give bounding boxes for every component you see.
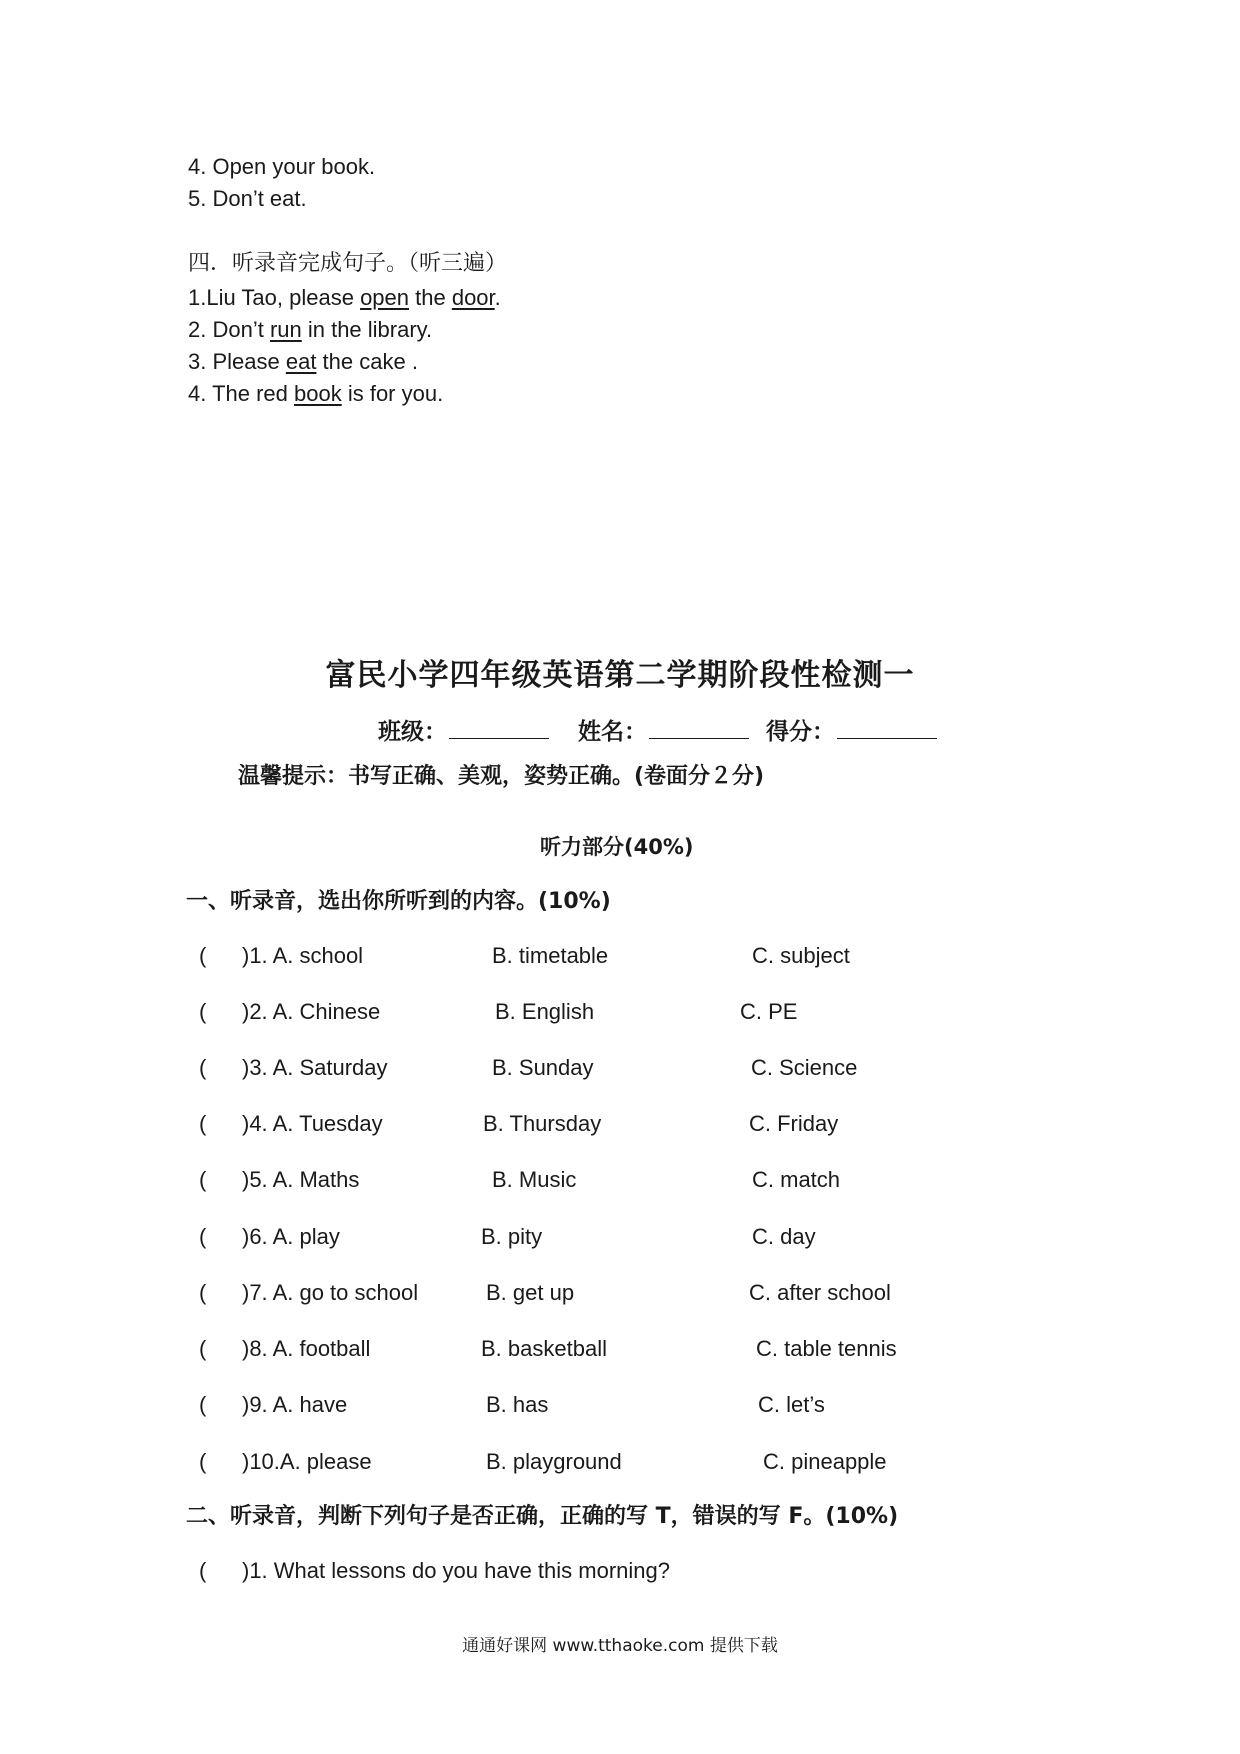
answer-paren[interactable]: ( <box>199 1167 207 1192</box>
score-field <box>766 713 937 746</box>
option-c: C. subject <box>752 943 850 968</box>
text: is for you. <box>341 381 444 406</box>
option-c: C. match <box>752 1167 841 1192</box>
option-c: C. Science <box>751 1055 858 1080</box>
answer-paren[interactable]: ( <box>199 1558 207 1583</box>
answer-paren[interactable]: ( <box>199 1280 207 1305</box>
answer-paren[interactable]: ( <box>199 943 207 968</box>
option-b: B. timetable <box>492 943 609 968</box>
answer-paren[interactable]: ( <box>199 1111 207 1136</box>
section4-sentence-3 <box>188 348 418 376</box>
option-c: C. PE <box>740 999 798 1024</box>
option-b: B. get up <box>486 1280 575 1305</box>
text: 2. Don’t <box>188 317 270 342</box>
prev-item-4: 4. Open your book. <box>188 154 376 179</box>
text: 4. The red <box>188 381 294 406</box>
section4-heading: 四．听录音完成句子。（听三遍） <box>188 251 508 276</box>
option-a: )9. A. have <box>242 1392 348 1417</box>
option-c: C. let’s <box>758 1392 825 1417</box>
option-a: )10.A. please <box>242 1449 372 1474</box>
answer-door: door <box>451 285 495 310</box>
answer-open: open <box>360 285 410 310</box>
answer-paren[interactable]: ( <box>199 1224 207 1249</box>
option-b: B. pity <box>481 1224 543 1249</box>
part1-heading: 一、听录音，选出你所听到的内容。(10%) <box>186 889 611 914</box>
footer-text: 通通好课网 www.tthaoke.com 提供下载 <box>462 1636 778 1656</box>
option-b: B. has <box>486 1392 549 1417</box>
option-c: C. after school <box>749 1280 891 1305</box>
text: in the library. <box>301 317 433 342</box>
option-b: B. English <box>495 999 595 1024</box>
text: 3. Please <box>188 349 286 374</box>
section4-sentence-2 <box>188 316 432 344</box>
option-a: )7. A. go to school <box>242 1280 419 1305</box>
answer-run: run <box>269 317 302 342</box>
option-c: C. pineapple <box>763 1449 887 1474</box>
name-label: 姓名： <box>578 719 647 745</box>
class-blank[interactable] <box>449 718 549 739</box>
score-label: 得分： <box>766 719 835 745</box>
part2-heading: 二、听录音，判断下列句子是否正确，正确的写 T，错误的写 F。(10%) <box>186 1504 899 1529</box>
option-a: )4. A. Tuesday <box>242 1111 383 1136</box>
option-a: )8. A. football <box>242 1336 371 1361</box>
part2-question-1: )1. What lessons do you have this morning? <box>242 1558 671 1583</box>
answer-eat: eat <box>285 349 317 374</box>
exam-title: 富民小学四年级英语第二学期阶段性检测一 <box>325 658 915 693</box>
answer-paren[interactable]: ( <box>199 1392 207 1417</box>
class-field <box>378 713 549 746</box>
section4-sentence-4 <box>188 380 443 408</box>
section4-sentence-1 <box>188 284 501 312</box>
prev-item-5: 5. Don’t eat. <box>188 186 307 211</box>
option-a: )5. A. Maths <box>242 1167 360 1192</box>
option-a: )6. A. play <box>242 1224 340 1249</box>
option-b: B. basketball <box>481 1336 607 1361</box>
class-label: 班级： <box>378 719 447 745</box>
answer-paren[interactable]: ( <box>199 1055 207 1080</box>
text: the <box>409 285 452 310</box>
option-c: C. day <box>752 1224 816 1249</box>
answer-paren[interactable]: ( <box>199 999 207 1024</box>
listening-header: 听力部分(40%) <box>540 835 694 859</box>
option-c: C. Friday <box>749 1111 839 1136</box>
text: the cake . <box>316 349 418 374</box>
option-a: )3. A. Saturday <box>242 1055 388 1080</box>
option-c: C. table tennis <box>756 1336 897 1361</box>
option-b: B. Sunday <box>492 1055 594 1080</box>
score-blank[interactable] <box>837 718 937 739</box>
answer-book: book <box>294 381 342 406</box>
name-field <box>578 713 749 746</box>
option-a: )2. A. Chinese <box>242 999 381 1024</box>
answer-paren[interactable]: ( <box>199 1449 207 1474</box>
text: 1.Liu Tao, please <box>188 285 361 310</box>
answer-paren[interactable]: ( <box>199 1336 207 1361</box>
option-b: B. Thursday <box>483 1111 602 1136</box>
option-b: B. Music <box>492 1167 577 1192</box>
option-a: )1. A. school <box>242 943 364 968</box>
name-blank[interactable] <box>649 718 749 739</box>
exam-tip: 温馨提示：书写正确、美观，姿势正确。(卷面分２分) <box>238 764 765 789</box>
option-b: B. playground <box>486 1449 622 1474</box>
text: . <box>494 285 501 310</box>
